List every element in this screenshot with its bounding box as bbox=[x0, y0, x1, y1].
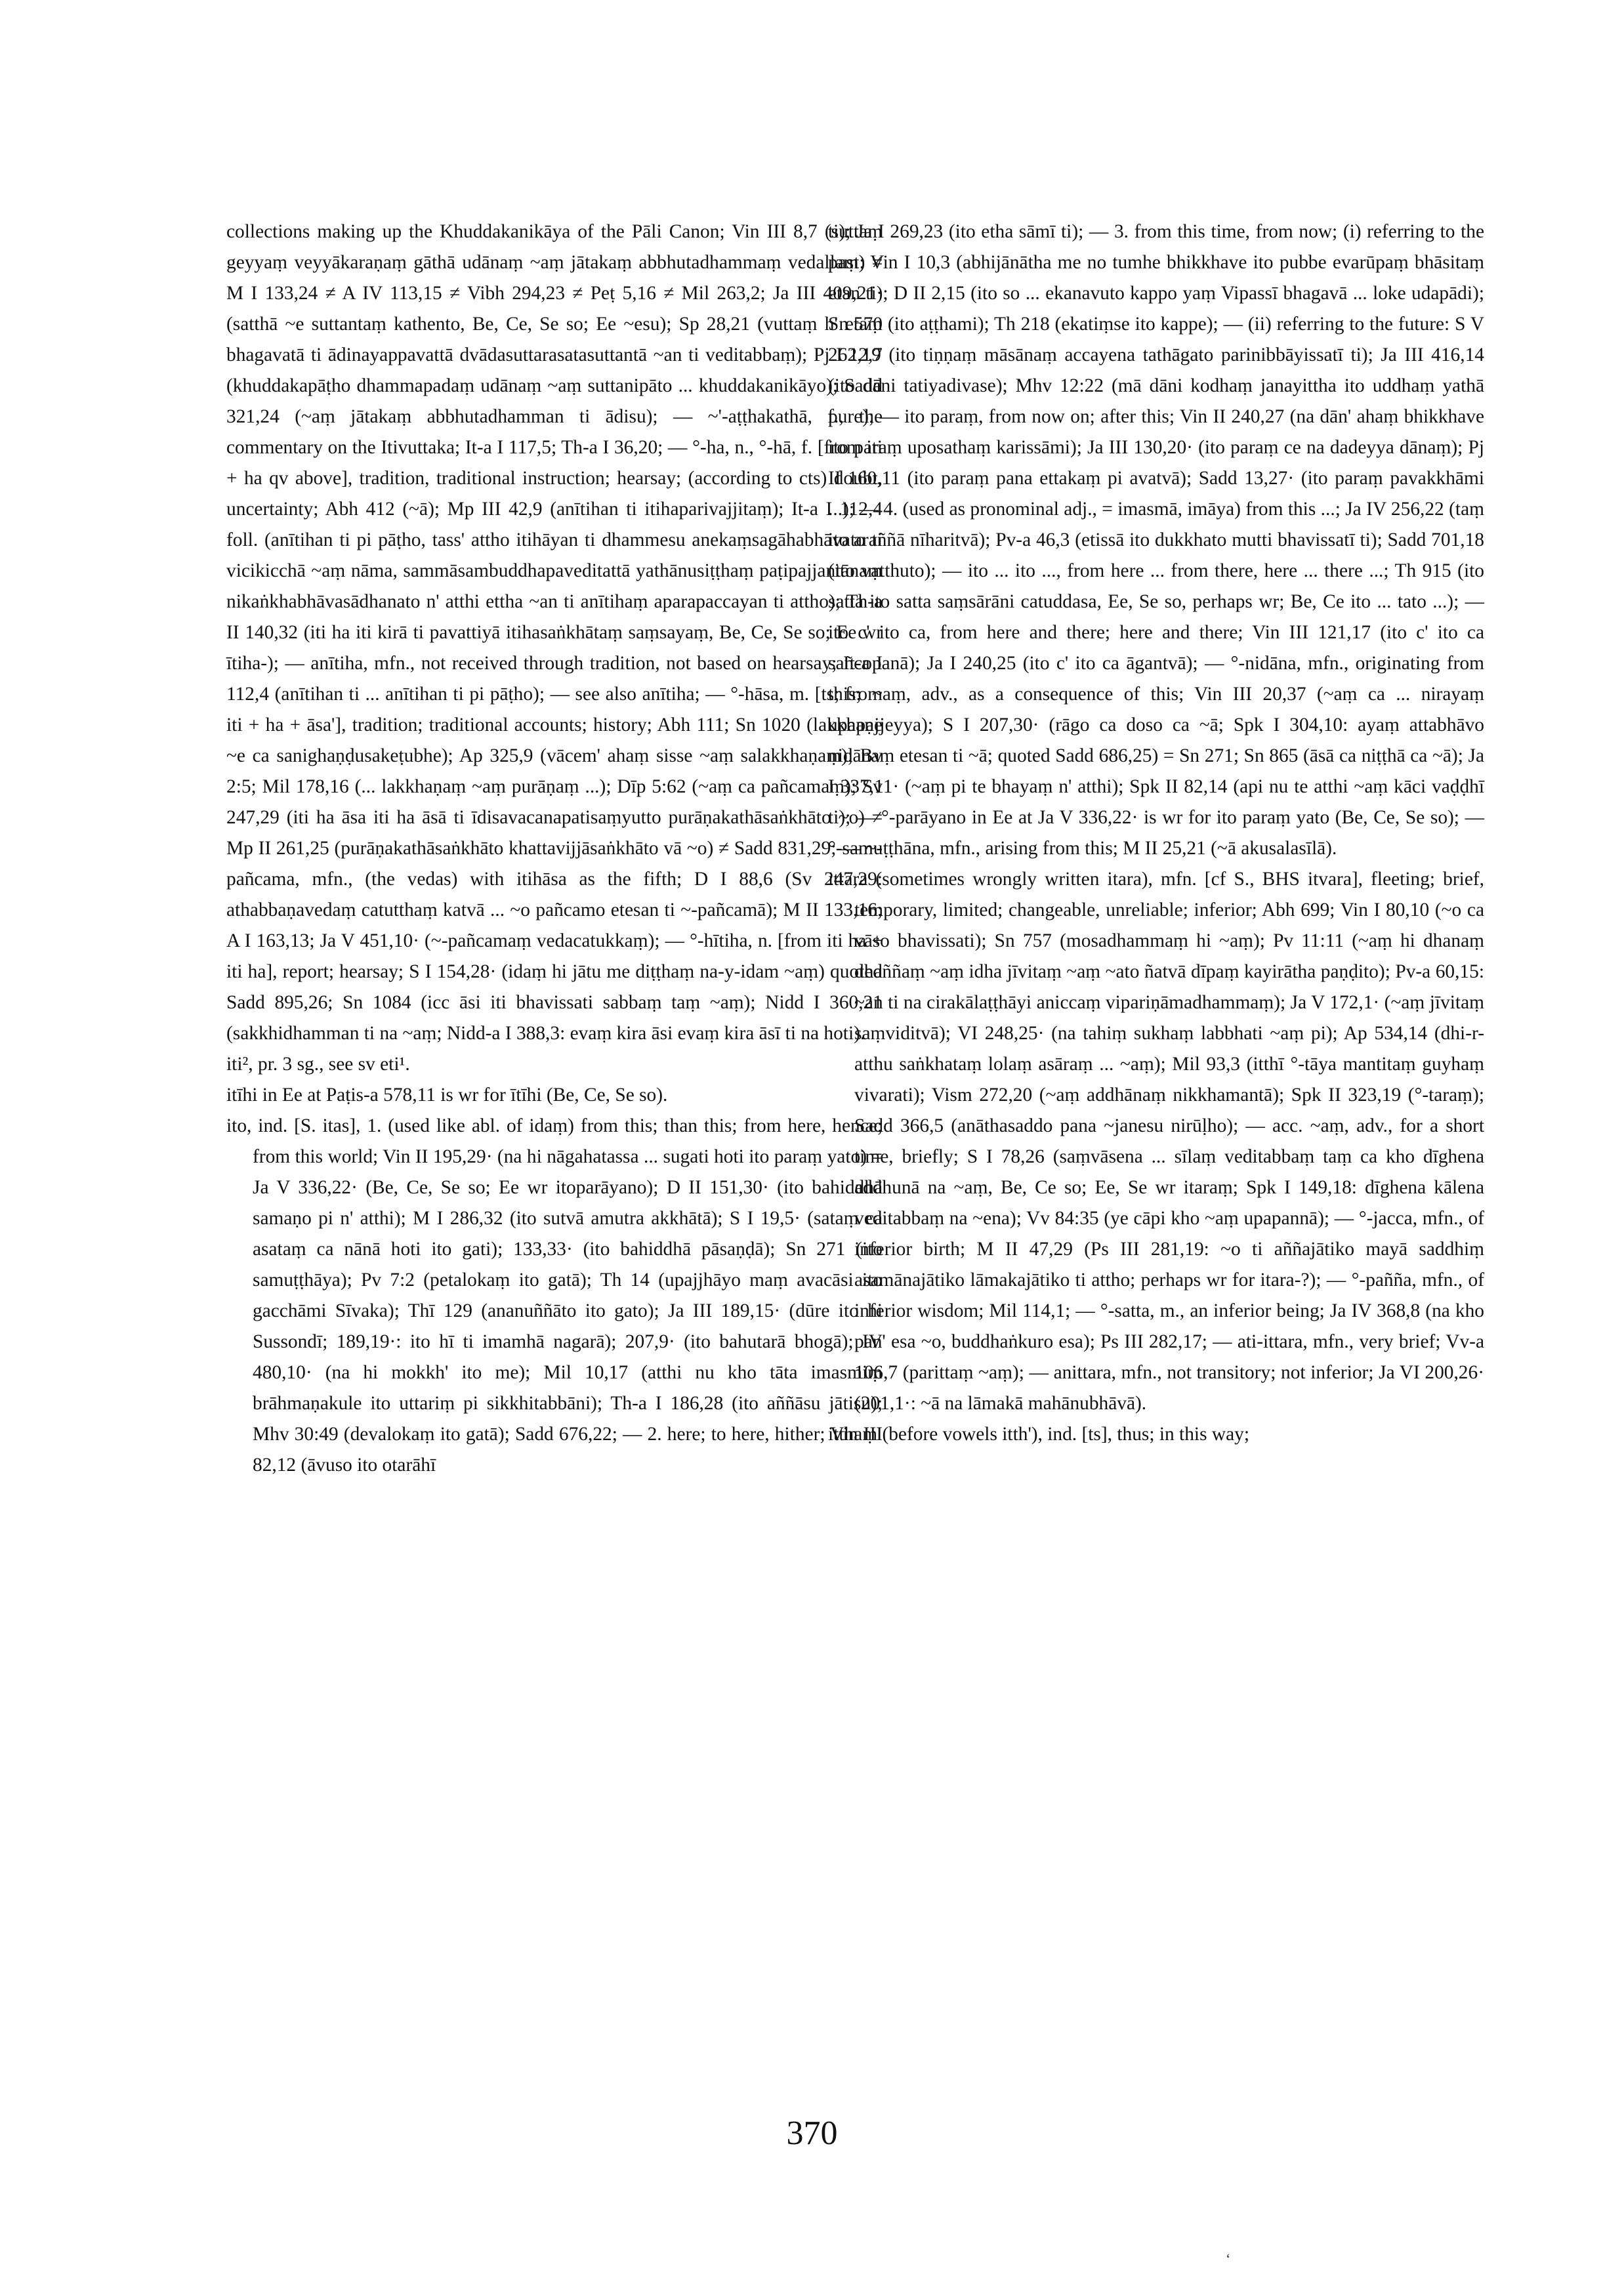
entry-ittara: ittara (sometimes wrongly written itara), mfn. [cf S., BHS itvara], fleeting; brief, temporary, limited; changeable, unreliable; inferior; Abh 699; Vin I 80,10 (~o ca vāso bhavissati); Sn 757 (mosadhammaṃ hi ~aṃ); Pv 11:11 (~aṃ hi dhanaṃ dhaññaṃ ~aṃ idha jīvitaṃ ~aṃ ~ato ñatvā dīpaṃ kayirātha paṇḍito); Pv-a 60,15: ~an ti na cirakālaṭṭhāyi aniccaṃ vipariṇāmadhammaṃ); Ja V 172,1· (~aṃ jīvitaṃ saṃviditvā); VI 248,25· (na tahiṃ sukhaṃ labbhati ~aṃ pi); Ap 534,14 (dhi-r-atthu saṅkhataṃ lolaṃ asāraṃ ... ~aṃ); Mil 93,3 (itthī °-tāya mantitaṃ guyhaṃ vivarati); Vism 272,20 (~aṃ addhānaṃ nikkhamantā); Spk II 323,19 (°-taraṃ); Sadd 366,5 (anāthasaddo pana ~janesu nirūḷho); — acc. ~aṃ, adv., for a short time, briefly; S I 78,26 (saṃvāsena ... sīlaṃ veditabbaṃ taṃ ca kho dīghena addhunā na ~aṃ, Be, Ce so; Ee, Se wr itaraṃ; Spk I 149,18: dīghena kālena veditabbaṃ na ~ena); Vv 84:35 (ye cāpi kho ~aṃ upapannā); — °-jacca, mfn., of inferior birth; M II 47,29 (Ps III 281,19: ~o ti aññajātiko mayā saddhiṃ asamānajātiko lāmakajātiko ti attho; perhaps wr for itara-?); — °-pañña, mfn., of inferior wisdom; Mil 114,1; — °-satta, m., an inferior being; Ja IV 368,8 (na kho pan' esa ~o, buddhaṅkuro esa); Ps III 282,17; — ati-ittara, mfn., very brief; Vv-a 106,7 (parittaṃ ~aṃ); — anittara, mfn., not transitory; not inferior; Ja VI 200,26· (201,1·: ~ā na lāmakā mahānubhāvā). bbox=[828, 869, 1484, 1414]
entry-iti2: iti², pr. 3 sg., see sv eti¹. bbox=[226, 1054, 410, 1075]
left-column bbox=[226, 217, 883, 1481]
entry-itihi: itīhi in Ee at Paṭis-a 578,11 is wr for ītīhi (Be, Ce, Se so). bbox=[226, 1085, 668, 1106]
right-column bbox=[828, 217, 1484, 1450]
entry-ito: ito, ind. [S. itas], 1. (used like abl. of idaṃ) from this; than this; from here, hence; from this world; Vin II 195,29· (na hi nāgahatassa ... sugati hoti ito paraṃ yato) = Ja V 336,22· (Be, Ce, Se so; Ee wr itoparāyano); D II 151,30· (ito bahiddhā samaṇo pi n' atthi); M I 286,32 (ito sutvā amutra akkhātā); S I 19,5· (sataṃ ca asataṃ ca nānā hoti ito gati); 133,33· (ito bahiddhā pāsaṇḍā); Sn 271 (ito samuṭṭhāya); Pv 7:2 (petalokaṃ ito gatā); Th 14 (upajjhāyo maṃ avacāsi ito gacchāmi Sīvaka); Thī 129 (ananuññāto ito gato); Ja III 189,15· (dūre ito hi Sussondī; 189,19·: ito hī ti imamhā nagarā); 207,9· (ito bahutarā bhogā); IV 480,10· (na hi mokkh' ito me); Mil 10,17 (atthi nu kho tāta imasmiṃ brāhmaṇakule ito uttariṃ pi sikkhitabbāni); Th-a I 186,28 (ito aññāsu jātisu); Mhv 30:49 (devalokaṃ ito gatā); Sadd 676,22; — 2. here; to here, hither; Vin III 82,12 (āvuso ito otarāhī bbox=[226, 1115, 883, 1476]
scan-mark: ‘ bbox=[1226, 2250, 1231, 2267]
continued-entry-ito: ti); Ja I 269,23 (ito etha sāmī ti); — 3. from this time, from now; (i) referring to the past: Vin I 10,3 (abhijānātha me no tumhe bhikkhave ito pubbe evarūpaṃ bhāsitaṃ etan ti); D II 2,15 (ito so ... ekanavuto kappo yaṃ Vipassī bhagavā ... loke udapādi); Sn 570 (ito aṭṭhami); Th 218 (ekatiṃse ito kappe); — (ii) referring to the future: S V 262,19 (ito tiṇṇaṃ māsānaṃ accayena tathāgato parinibbāyissatī ti); Ja III 416,14 (ito dāni tatiyadivase); Mhv 12:22 (mā dāni kodhaṃ janayittha ito uddhaṃ yathā pure); — ito paraṃ, from now on; after this; Vin II 240,27 (na dān' ahaṃ bhikkhave ito paraṃ uposathaṃ karissāmi); Ja III 130,20· (ito paraṃ ce na dadeyya dānaṃ); Pj II 160,11 (ito paraṃ pana ettakaṃ pi avatvā); Sadd 13,27· (ito paraṃ pavakkhāmi ...); — 4. (used as pronominal adj., = imasmā, imāya) from this ...; Ja IV 256,22 (taṃ ito araññā nīharitvā); Pv-a 46,3 (etissā ito dukkhato mutti bhavissatī ti); Sadd 701,18 (ito vatthuto); — ito ... ito ..., from here ... from there, here ... there ...; Th 915 (ito satta ito satta saṃsārāni catuddasa, Ee, Se so, perhaps wr; Be, Ce ito ... tato ...); — ito c' ito ca, from here and there; here and there; Vin III 121,17 (ito c' ito ca sañcopanā); Ja I 240,25 (ito c' ito ca āgantvā); — °-nidāna, mfn., originating from this; ~aṃ, adv., as a consequence of this; Vin III 20,37 (~aṃ ca ... nirayaṃ upapajjeyya); S I 207,30· (rāgo ca doso ca ~ā; Spk I 304,10: ayaṃ attabhāvo nidānaṃ etesan ti ~ā; quoted Sadd 686,25) = Sn 271; Sn 865 (āsā ca niṭṭhā ca ~ā); Ja I 337,11· (~aṃ pi te bhayaṃ n' atthi); Spk II 82,14 (api nu te atthi ~aṃ kāci vaḍḍhī ti); — °-parāyano in Ee at Ja V 336,22· is wr for ito paraṃ yato (Be, Ce, Se so); — °-samuṭṭhāna, mfn., arising from this; M II 25,21 (~ā akusalasīlā). bbox=[828, 221, 1484, 859]
page-number: 370 bbox=[786, 2115, 838, 2152]
entry-ittham: itthaṃ (before vowels itth'), ind. [ts], thus; in this way; bbox=[828, 1424, 1250, 1445]
continued-entry-itiha: collections making up the Khuddakanikāya of the Pāli Canon; Vin III 8,7 (suttaṃ geyyaṃ veyyākaraṇaṃ gāthā udānaṃ ~aṃ jātakaṃ abbhutadhammaṃ vedallaṃ) ≠ M I 133,24 ≠ A IV 113,15 ≠ Vibh 294,23 ≠ Peṭ 5,16 ≠ Mil 263,2; Ja III 409,21· (satthā ~e suttantaṃ kathento, Be, Ce, Se so; Ee ~esu); Sp 28,21 (vuttaṃ h' etaṃ bhagavatā ti ādinayappavattā dvādasuttarasatasuttantā ~an ti veditabbaṃ); Pj I 12,7 (khuddakapāṭho dhammapadaṃ udānaṃ ~aṃ suttanipāto ... khuddakanikāyo); Sadd 321,24 (~aṃ jātakaṃ abbhutadhamman ti ādisu); — ~'-aṭṭhakathā, f., the commentary on the Itivuttaka; It-a I 117,5; Th-a I 36,20; — °-ha, n., °-hā, f. [from iti + ha qv above], tradition, traditional instruction; hearsay; (according to cts) doubt, uncertainty; Abh 412 (~ā); Mp III 42,9 (anītihan ti itihaparivajjitaṃ); It-a I 112,4 foll. (anītihan ti pi pāṭho, tass' attho itihāyan ti dhammesu anekaṃsagāhabhāvato ti vicikicchā ~aṃ nāma, sammāsambuddhapaveditattā yathānusiṭṭhaṃ paṭipajjantānaṃ nikaṅkhabhāvasādhanato n' atthi ettha ~an ti anītihaṃ aparapaccayan ti attho); Th-a II 140,32 (iti ha iti kirā ti pavattiyā itihasaṅkhātaṃ saṃsayaṃ, Be, Ce, Se so; Ee wr ītiha-); — anītiha, mfn., not received through tradition, not based on hearsay; It-a I 112,4 (anītihan ti ... anītihan ti pi pāṭho); — see also anītiha; — °-hāsa, m. [ts; from iti + ha + āsa'], tradition; traditional accounts; history; Abh 111; Sn 1020 (lakkhaṇe ~e ca sanighaṇḍusakeṭubhe); Ap 325,9 (vācem' ahaṃ sisse ~aṃ salakkhaṇaṃ); Bv 2:5; Mil 178,16 (... lakkhaṇaṃ ~aṃ purāṇaṃ ...); Dīp 5:62 (~aṃ ca pañcamaṃ); Sv 247,29 (iti ha āsa iti ha āsā ti īdisavacanapatisaṃyutto purāṇakathāsaṅkhāto ~o) ≠ Mp II 261,25 (purāṇakathāsaṅkhāto khattavijjāsaṅkhāto vā ~o) ≠ Sadd 831,29; — ~-pañcama, mfn., (the vedas) with itihāsa as the fifth; D I 88,6 (Sv 247,29: athabbaṇavedaṃ catutthaṃ katvā ... ~o pañcamo etesan ti ~-pañcamā); M II 133,16; A I 163,13; Ja V 451,10· (~-pañcamaṃ vedacatukkaṃ); — °-hītiha, n. [from iti ha + iti ha], report; hearsay; S I 154,28· (idaṃ hi jātu me diṭṭhaṃ na-y-idam ~aṃ) quoted Sadd 895,26; Sn 1084 (icc āsi iti bhavissati sabbaṃ taṃ ~aṃ); Nidd I 360,21 (sakkhidhamman ti na ~aṃ; Nidd-a I 388,3: evaṃ kira āsi evaṃ kira āsī ti na hoti). bbox=[226, 221, 883, 1044]
